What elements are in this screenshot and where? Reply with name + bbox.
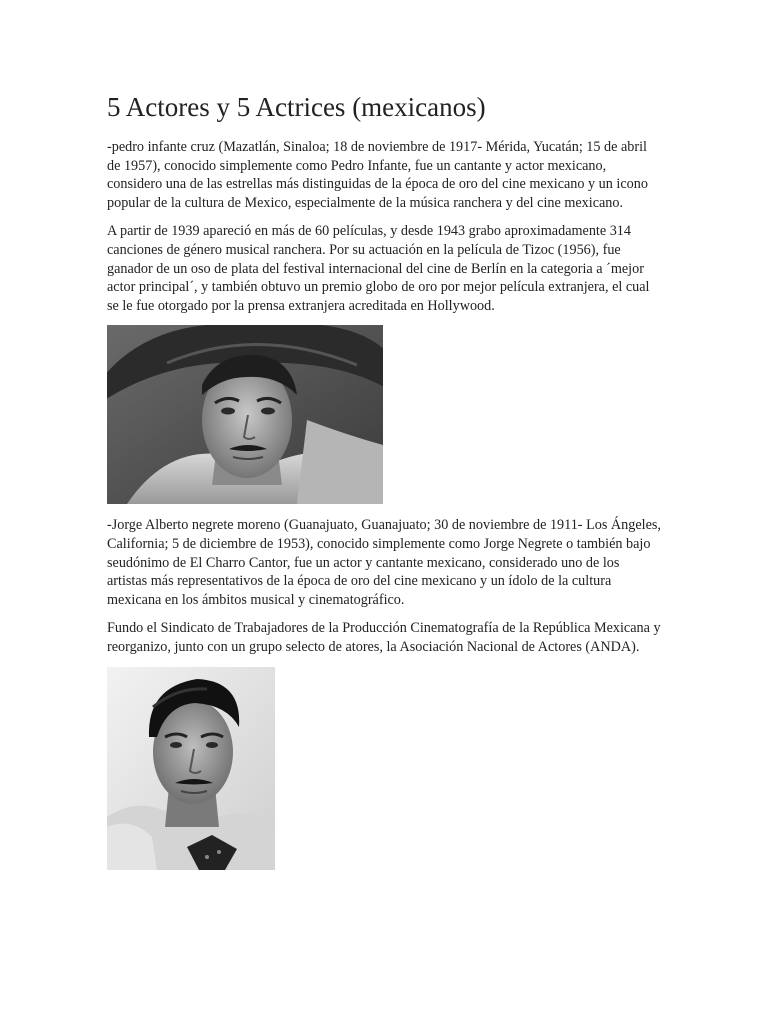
document-page (107, 90, 663, 882)
page-title: 5 Actores y 5 Actrices (mexicanos) (107, 92, 486, 122)
paragraph-jorge-negrete-anda: Fundo el Sindicato de Trabajadores de la Producción Cinematografía de la República Mexicana y reorganizo, junto con un grupo selecto de atores, la Asociación Nacional de Actores (ANDA). (107, 620, 661, 655)
paragraph-pedro-infante-bio: -pedro infante cruz (Mazatlán, Sinaloa; 18 de noviembre de 1917- Mérida, Yucatán; 15 de abril de 1957), conocido simplemente como Pedro Infante, fue un cantante y actor mexicano, considero una de las estrellas más distinguidas de la época de oro del cine mexicano y un icono popular de la cultura de Mexico, especialmente de la música ranchera y del cine mexicano. (107, 139, 648, 211)
jorge-negrete-photo (107, 667, 275, 870)
pedro-infante-photo (107, 325, 383, 504)
paragraph-pedro-infante-career: A partir de 1939 apareció en más de 60 películas, y desde 1943 grabo aproximadamente 314 canciones de género musical ranchera. Por su actuación en la película de Tizoc (1956), fue ganador de un oso de plata del festival internacional del cine de Berlín en la categoria a ´mejor actor principal´, y también obtuvo un premio globo de oro por mejor película extranjera, el cual se le fue otorgado por la prensa extranjera acreditada en Hollywood. (107, 223, 650, 314)
paragraph-jorge-negrete-bio: -Jorge Alberto negrete moreno (Guanajuato, Guanajuato; 30 de noviembre de 1911- Los Ángeles, California; 5 de diciembre de 1953), conocido simplemente como Jorge Negrete o también bajo seudónimo de El Charro Cantor, fue un actor y cantante mexicano, considerado uno de los artistas más representativos de la época de oro del cine mexicano y un ídolo de la cultura mexicana en los ámbitos musical y cinematográfico. (107, 517, 661, 608)
